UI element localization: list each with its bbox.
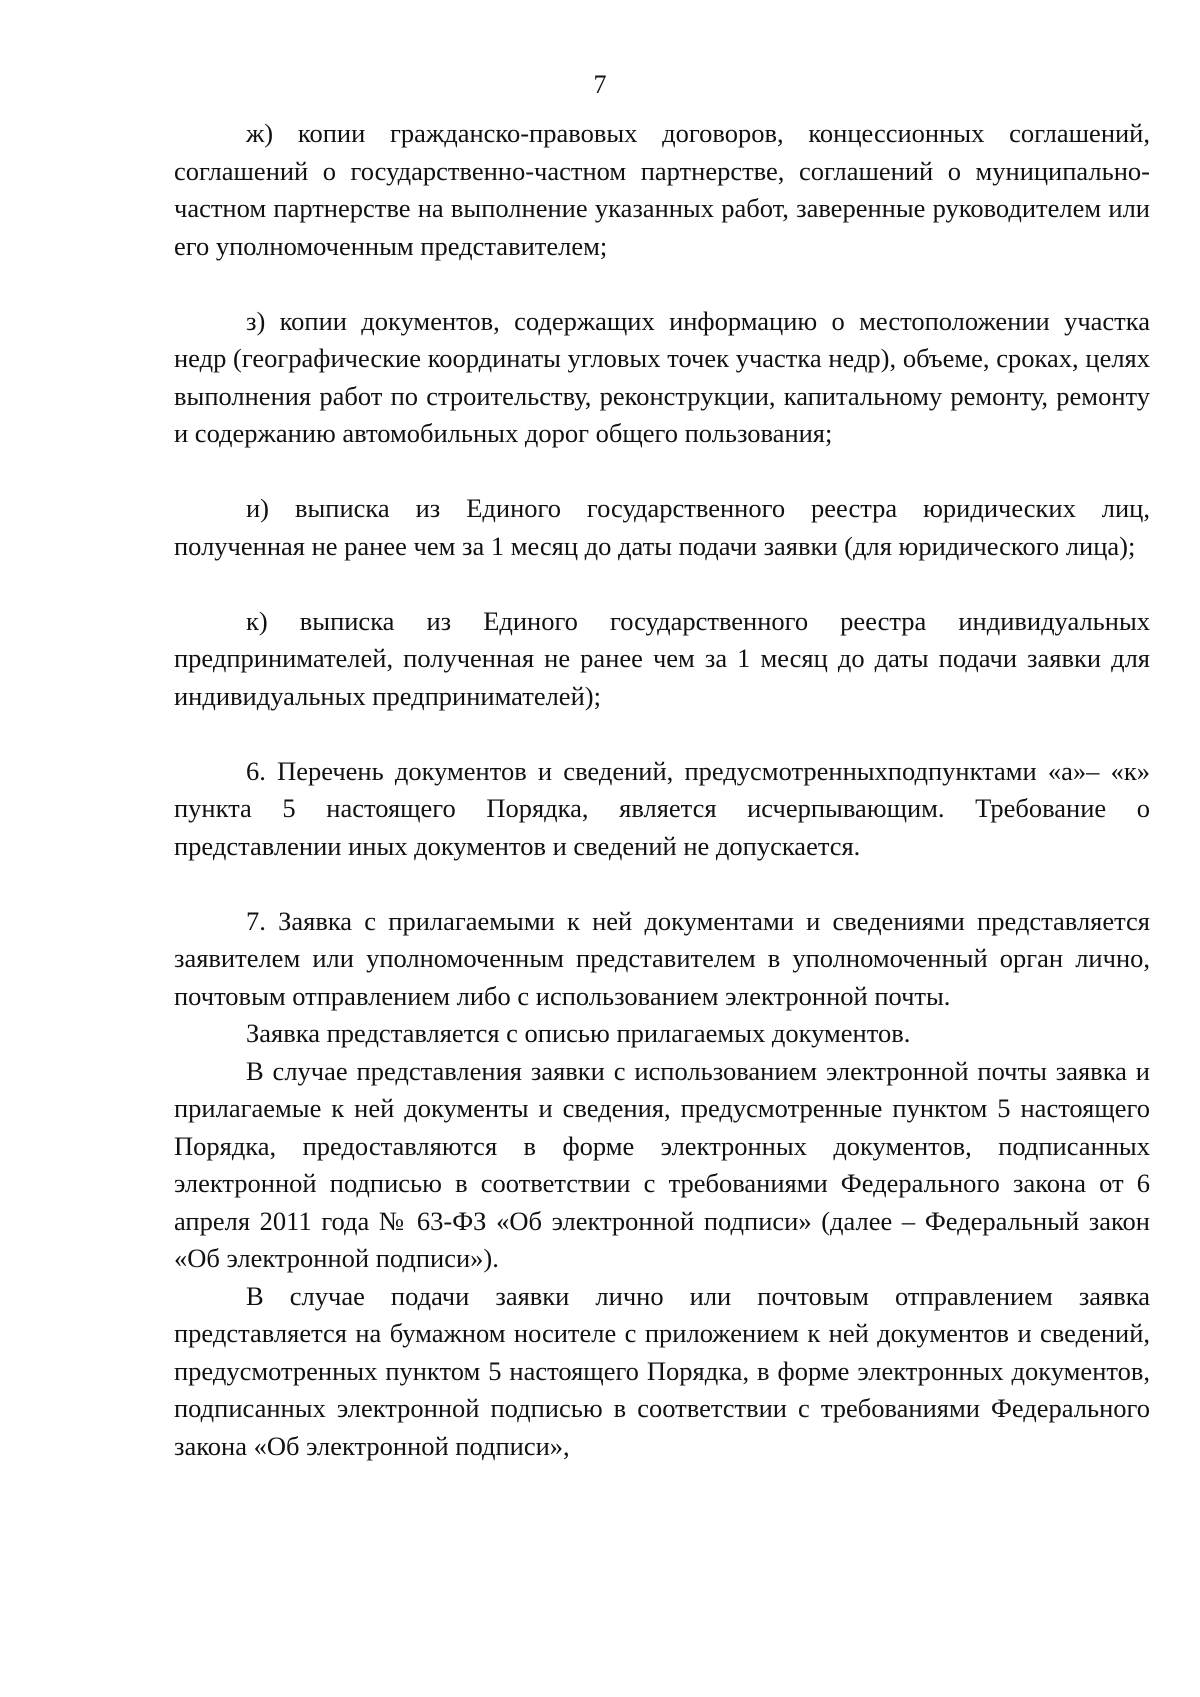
paragraph-item-6: 6. Перечень документов и сведений, предусмотренныхподпунктами «а»– «к» пункта 5 настоящего Порядка, является исчерпывающим. Требование о представлении иных документов и сведений не допускается. bbox=[174, 755, 1150, 861]
paragraph-zh: ж) копии гражданско-правовых договоров, концессионных соглашений, соглашений о государственно-частном партнерстве, соглашений о муниципально-частном партнерстве на выполнение указанных работ, заверенные руководителем или его уполномоченным представителем; bbox=[174, 118, 1150, 261]
paragraph-item-7: 7. Заявка с прилагаемыми к ней документами и сведениями представляется заявителем или уполномоченным представителем в уполномоченный орган лично, почтовым отправлением либо с использованием электронной почты. bbox=[174, 905, 1150, 1011]
paragraph-in-person: В случае подачи заявки лично или почтовым отправлением заявка представляется на бумажном носителе с приложением к ней документов и сведений, предусмотренных пунктом 5 настоящего Порядка, в форме электронных документов, подписанных электронной подписью в соответствии с требованиями Федерального закона «Об электронной подписи», bbox=[174, 1280, 1150, 1461]
paragraph-z: з) копии документов, содержащих информацию о местоположении участка недр (географические координаты угловых точек участка недр), объеме, сроках, целях выполнения работ по строительству, реконструкции, капитальному ремонту, ремонту и содержанию автомобильных дорог общего пользования; bbox=[174, 305, 1150, 448]
paragraph-k: к) выписка из Единого государственного реестра индивидуальных предпринимателей, полученная не ранее чем за 1 месяц до даты подачи заявки для индивидуальных предпринимателей); bbox=[174, 605, 1150, 711]
paragraph-electronic-mail: В случае представления заявки с использованием электронной почты заявка и прилагаемые к ней документы и сведения, предусмотренные пунктом 5 настоящего Порядка, предоставляются в форме электронных документов, подписанных электронной подписью в соответствии с требованиями Федерального закона от 6 апреля 2011 года № 63-ФЗ «Об электронной подписи» (далее – Федеральный закон «Об электронной подписи»). bbox=[174, 1055, 1150, 1273]
paragraph-i: и) выписка из Единого государственного реестра юридических лиц, полученная не ранее чем за 1 месяц до даты подачи заявки (для юридического лица); bbox=[174, 493, 1150, 561]
page-number: 7 bbox=[593, 70, 607, 99]
document-body bbox=[174, 115, 1150, 1465]
paragraph-inventory: Заявка представляется с описью прилагаемых документов. bbox=[246, 1018, 911, 1048]
